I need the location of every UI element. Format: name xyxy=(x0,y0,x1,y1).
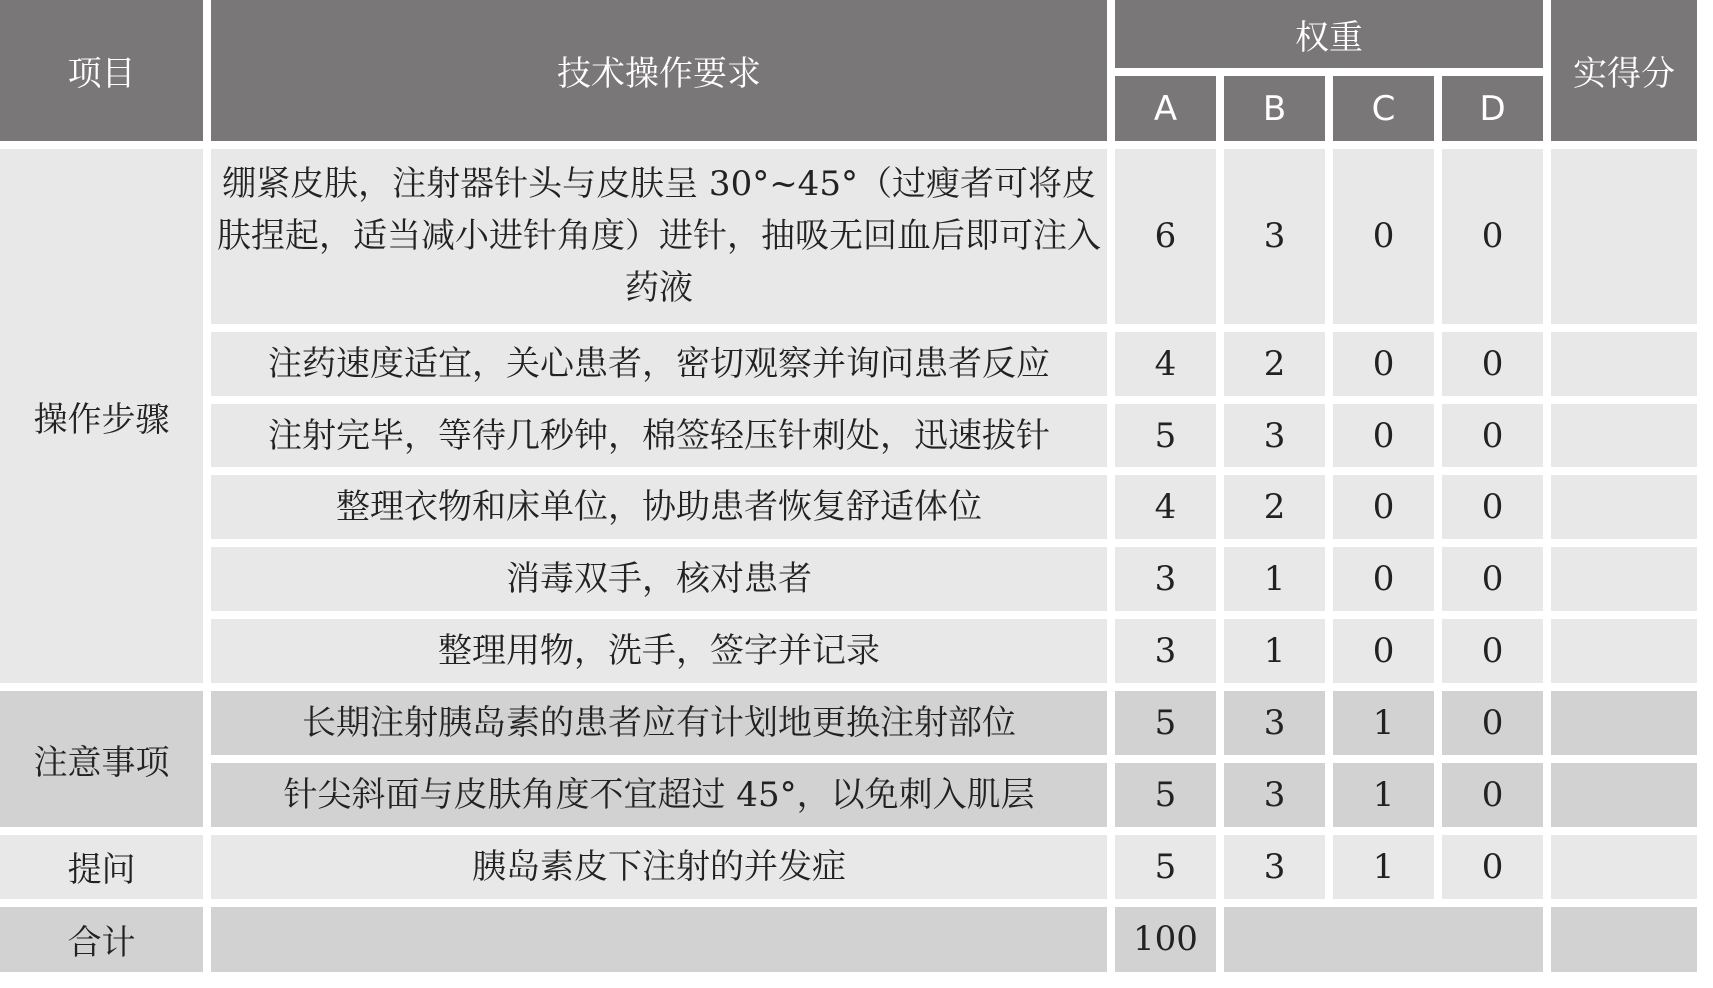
score-cell xyxy=(1551,547,1697,611)
table-row xyxy=(0,547,1697,611)
header-grade-b: B xyxy=(1224,76,1325,141)
category-cell: 操作步骤 xyxy=(0,149,203,683)
weight-a-cell: 4 xyxy=(1115,475,1216,539)
weight-d-cell: 0 xyxy=(1442,619,1543,683)
weight-a-cell: 5 xyxy=(1115,835,1216,899)
weight-c-cell: 0 xyxy=(1333,149,1434,323)
weight-b-cell: 1 xyxy=(1224,619,1325,683)
header-score: 实得分 xyxy=(1551,0,1697,141)
total-score-cell xyxy=(1551,907,1697,972)
weight-a-cell: 3 xyxy=(1115,547,1216,611)
header-item: 项目 xyxy=(0,0,203,141)
score-cell xyxy=(1551,835,1697,899)
table-row xyxy=(0,332,1697,396)
score-cell xyxy=(1551,619,1697,683)
requirement-cell: 消毒双手，核对患者 xyxy=(211,547,1107,611)
weight-c-cell: 0 xyxy=(1333,475,1434,539)
weight-d-cell: 0 xyxy=(1442,149,1543,323)
weight-c-cell: 0 xyxy=(1333,332,1434,396)
weight-b-cell: 3 xyxy=(1224,404,1325,468)
header-grade-a: A xyxy=(1115,76,1216,141)
weight-d-cell: 0 xyxy=(1442,332,1543,396)
weight-b-cell: 3 xyxy=(1224,149,1325,323)
weight-d-cell: 0 xyxy=(1442,691,1543,755)
weight-b-cell: 2 xyxy=(1224,475,1325,539)
requirement-cell: 长期注射胰岛素的患者应有计划地更换注射部位 xyxy=(211,691,1107,755)
table-row xyxy=(0,404,1697,468)
weight-b-cell: 3 xyxy=(1224,835,1325,899)
total-label: 合计 xyxy=(0,907,203,972)
weight-b-cell: 1 xyxy=(1224,547,1325,611)
weight-c-cell: 1 xyxy=(1333,691,1434,755)
weight-d-cell: 0 xyxy=(1442,763,1543,827)
score-cell xyxy=(1551,332,1697,396)
weight-c-cell: 0 xyxy=(1333,619,1434,683)
table-row xyxy=(0,619,1697,683)
weight-d-cell: 0 xyxy=(1442,404,1543,468)
table-row xyxy=(0,691,1697,755)
table-row xyxy=(0,149,1697,323)
total-weight-bcd xyxy=(1224,907,1543,972)
weight-c-cell: 0 xyxy=(1333,547,1434,611)
weight-c-cell: 1 xyxy=(1333,835,1434,899)
weight-b-cell: 3 xyxy=(1224,763,1325,827)
requirement-cell: 整理用物，洗手，签字并记录 xyxy=(211,619,1107,683)
score-cell xyxy=(1551,404,1697,468)
score-cell xyxy=(1551,475,1697,539)
weight-b-cell: 3 xyxy=(1224,691,1325,755)
header-grade-c: C xyxy=(1333,76,1434,141)
header-grade-d: D xyxy=(1442,76,1543,141)
requirement-cell: 针尖斜面与皮肤角度不宜超过 45°，以免刺入肌层 xyxy=(211,763,1107,827)
requirement-cell: 胰岛素皮下注射的并发症 xyxy=(211,835,1107,899)
weight-a-cell: 5 xyxy=(1115,691,1216,755)
score-cell xyxy=(1551,763,1697,827)
table-row xyxy=(0,763,1697,827)
weight-b-cell: 2 xyxy=(1224,332,1325,396)
score-cell xyxy=(1551,691,1697,755)
weight-a-cell: 4 xyxy=(1115,332,1216,396)
weight-c-cell: 1 xyxy=(1333,763,1434,827)
table-row xyxy=(0,475,1697,539)
weight-d-cell: 0 xyxy=(1442,475,1543,539)
total-weight-a: 100 xyxy=(1115,907,1216,972)
requirement-cell: 整理衣物和床单位，协助患者恢复舒适体位 xyxy=(211,475,1107,539)
weight-d-cell: 0 xyxy=(1442,547,1543,611)
weight-a-cell: 6 xyxy=(1115,149,1216,323)
requirement-cell: 注药速度适宜，关心患者，密切观察并询问患者反应 xyxy=(211,332,1107,396)
weight-d-cell: 0 xyxy=(1442,835,1543,899)
total-row xyxy=(0,907,1697,972)
requirement-cell: 注射完毕，等待几秒钟，棉签轻压针刺处，迅速拔针 xyxy=(211,404,1107,468)
category-cell: 注意事项 xyxy=(0,691,203,827)
header-requirement: 技术操作要求 xyxy=(211,0,1107,141)
table-row xyxy=(0,835,1697,899)
weight-a-cell: 5 xyxy=(1115,763,1216,827)
requirement-cell: 绷紧皮肤，注射器针头与皮肤呈 30°~45°（过瘦者可将皮肤捏起，适当减小进针角度）进针，抽吸无回血后即可注入药液 xyxy=(211,149,1107,323)
weight-c-cell: 0 xyxy=(1333,404,1434,468)
category-cell: 提问 xyxy=(0,835,203,899)
weight-a-cell: 5 xyxy=(1115,404,1216,468)
weight-a-cell: 3 xyxy=(1115,619,1216,683)
header-weight: 权重 xyxy=(1115,0,1543,68)
total-requirement-cell xyxy=(211,907,1107,972)
score-cell xyxy=(1551,149,1697,323)
